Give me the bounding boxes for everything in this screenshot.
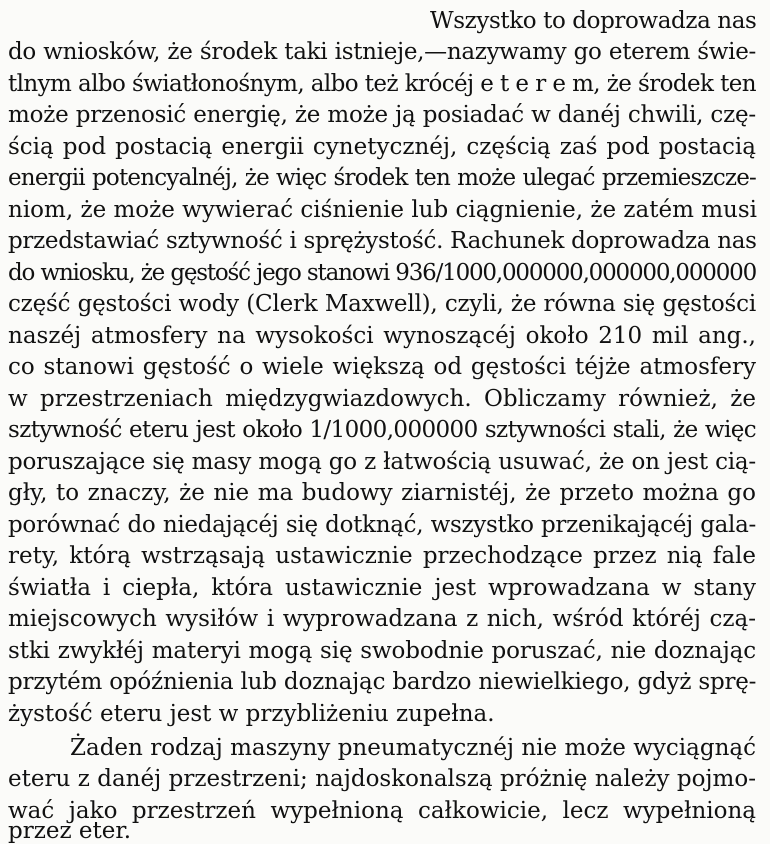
text-line: wać jako przestrzeń wypełnioną całkowicie, lecz wypełnioną bbox=[8, 798, 756, 824]
text-line: żystość eteru jest w przybliżeniu zupełna. bbox=[8, 701, 495, 727]
text-line: niom, że może wywierać ciśnienie lub ciągnienie, że zatém musi bbox=[8, 197, 758, 223]
text-line: miejscowych wysiłów i wyprowadzana z nich, wśród któréj czą- bbox=[8, 606, 756, 632]
text-line: energii potencyalnéj, że więc środek ten może ulegać przemieszcze- bbox=[8, 165, 756, 191]
text-line: Wszystko to doprowadza nas bbox=[430, 8, 757, 34]
text-line: przez eter. bbox=[8, 818, 132, 844]
text-line: eteru z danéj przestrzeni; najdoskonalszą próżnię należy pojmo- bbox=[8, 766, 756, 792]
text-line: w przestrzeniach międzygwiazdowych. Obliczamy również, że bbox=[8, 386, 756, 412]
text-line: do wniosków, że środek taki istnieje,—nazywamy go eterem świe- bbox=[8, 39, 756, 65]
text-line: co stanowi gęstość o wiele większą od gęstości téjże atmosfery bbox=[8, 354, 756, 380]
text-line: stki zwykłéj materyi mogą się swobodnie poruszać, nie doznając bbox=[8, 638, 756, 664]
text-line: ścią pod postacią energii cynetycznéj, częścią zaś pod postacią bbox=[8, 134, 756, 160]
text-line: naszéj atmosfery na wysokości wynoszącéj około 210 mil ang., bbox=[8, 323, 756, 349]
text-line: porównać do niedającéj się dotknąć, wszystko przenikającéj gala- bbox=[8, 512, 756, 538]
text-line: sztywność eteru jest około 1/1000,000000 sztywności stali, że więc bbox=[8, 417, 756, 443]
text-line: może przenosić energię, że może ją posiadać w danéj chwili, czę- bbox=[8, 102, 756, 128]
text-line: część gęstości wody (Clerk Maxwell), czyli, że równa się gęstości bbox=[8, 291, 756, 317]
text-line: przedstawiać sztywność i sprężystość. Rachunek doprowadza nas bbox=[8, 228, 757, 254]
text-line: gły, to znaczy, że nie ma budowy ziarnistéj, że przeto można go bbox=[8, 480, 756, 506]
text-line: do wniosku, że gęstość jego stanowi 936/1000,000000,000000,000000 bbox=[8, 260, 756, 286]
text-line: przytém opóźnienia lub doznając bardzo niewielkiego, gdyż sprę- bbox=[8, 669, 757, 695]
text-line: poruszające się masy mogą go z łatwością usuwać, że on jest cią- bbox=[8, 449, 756, 475]
text-line: rety, którą wstrząsają ustawicznie przechodzące przez nią fale bbox=[8, 543, 756, 569]
text-line: tlnym albo światłonośnym, albo też krócéj e t e r e m, że środek ten bbox=[8, 71, 756, 97]
text-line: Żaden rodzaj maszyny pneumatycznéj nie może wyciągnąć bbox=[70, 735, 756, 761]
text-line: światła i ciepła, która ustawicznie jest wprowadzana w stany bbox=[8, 575, 756, 601]
